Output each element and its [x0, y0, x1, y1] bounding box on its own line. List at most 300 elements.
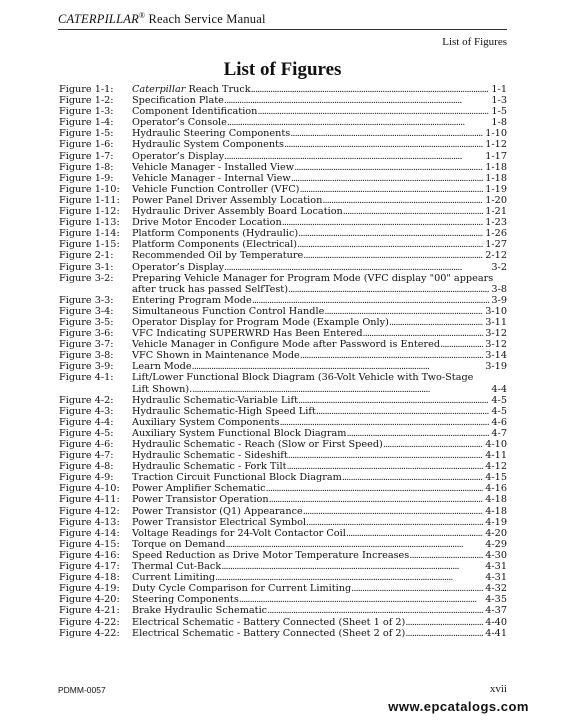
figure-page-number: 4-41	[485, 627, 507, 639]
figure-page-number: 3-2	[491, 261, 507, 273]
figure-title-text: Hydraulic Schematic - Sideshift	[132, 450, 288, 462]
dot-leader	[343, 206, 483, 217]
figure-entry[interactable]	[59, 239, 507, 250]
figure-title	[132, 151, 224, 162]
figure-title-text: Thermal Cut-Back	[132, 561, 222, 573]
figure-entry-body	[132, 217, 507, 228]
figure-title-text: Lift/Lower Functional Block Diagram (36-Volt Vehicle with Two-Stage	[132, 372, 474, 384]
figure-entry[interactable]	[59, 262, 507, 273]
figure-title-text: Specification Plate	[132, 95, 224, 107]
figure-entry-body	[132, 117, 507, 128]
figure-title-text: Auxiliary System Components	[132, 416, 280, 428]
document-code: PDMM-0057	[58, 685, 106, 695]
figure-number: Figure 4-5:	[59, 427, 114, 439]
figure-title	[132, 517, 306, 528]
figure-number: Figure 3-7:	[59, 339, 114, 351]
figure-page-number: 1-27	[485, 239, 507, 251]
figure-entry-body	[132, 583, 507, 594]
figure-entry-body	[132, 472, 507, 483]
figure-entry[interactable]	[59, 250, 507, 261]
figure-number: Figure 3-2:	[59, 272, 114, 284]
figure-number: Figure 4-1:	[59, 372, 114, 384]
figure-entry[interactable]	[59, 350, 507, 361]
figure-page-number: 1-26	[485, 228, 507, 240]
figure-title-continued: after truck has passed SelfTest)	[132, 283, 288, 295]
dot-leader	[409, 550, 483, 561]
dot-leader	[288, 450, 483, 461]
figure-title	[132, 528, 346, 539]
figure-title	[132, 95, 224, 106]
figure-number: Figure 1-7:	[59, 150, 114, 162]
dot-leader	[324, 306, 483, 317]
dot-leader	[322, 195, 483, 206]
figure-entry[interactable]	[59, 295, 507, 306]
figure-entry[interactable]	[59, 628, 507, 639]
figure-title	[132, 106, 257, 117]
figure-title	[132, 406, 316, 417]
figure-entry[interactable]	[59, 317, 507, 328]
figure-entry[interactable]	[59, 206, 507, 217]
figure-entry-body	[132, 517, 507, 528]
figure-entry[interactable]	[59, 461, 507, 472]
figure-entry[interactable]	[59, 128, 507, 139]
figure-entry-body	[132, 361, 507, 372]
figure-entry[interactable]	[59, 395, 507, 406]
dot-leader	[224, 151, 483, 162]
figure-number: Figure 1-9:	[59, 172, 114, 184]
dot-leader	[284, 139, 483, 150]
figure-entry[interactable]	[59, 162, 507, 173]
figure-entry-body	[132, 628, 507, 639]
figure-page-number: 4-40	[485, 616, 507, 628]
figure-title	[132, 162, 294, 173]
figure-entry[interactable]	[59, 472, 507, 483]
figure-title	[132, 117, 227, 128]
figure-title	[132, 361, 192, 372]
figure-entry[interactable]	[59, 306, 507, 317]
figure-title-continued-line	[132, 284, 507, 295]
figure-page-number: 3-11	[485, 316, 507, 328]
dot-leader	[269, 494, 484, 505]
dot-leader	[267, 605, 483, 616]
figure-title	[132, 439, 383, 450]
figure-title-text: Current Limiting	[132, 572, 216, 584]
figure-title	[132, 583, 351, 594]
dot-leader	[251, 84, 490, 95]
figure-number: Figure 4-19:	[59, 583, 120, 595]
watermark-url: www.epcatalogs.com	[388, 699, 529, 714]
figure-number: Figure 4-15:	[59, 538, 120, 550]
figure-title-text: Learn Mode	[132, 361, 192, 373]
figure-entry-body	[132, 151, 507, 162]
dot-leader	[279, 417, 489, 428]
figure-entry[interactable]	[59, 139, 507, 150]
figure-page-number: 3-10	[485, 305, 507, 317]
figure-page-number: 4-32	[485, 583, 507, 595]
figure-title	[132, 372, 507, 383]
figure-number: Figure 4-11:	[59, 494, 120, 506]
figure-title-text: Power Transistor Electrical Symbol	[132, 516, 307, 528]
figure-title-text: Component Identification	[132, 106, 258, 118]
figure-title-text: Vehicle Manager - Internal View	[132, 172, 291, 184]
figure-title-text: Hydraulic Schematic - Reach (Slow or First Speed)	[132, 439, 383, 450]
figure-entry-body	[132, 605, 507, 616]
figure-page-number: 1-3	[491, 95, 507, 107]
dot-leader	[266, 483, 484, 494]
figure-number: Figure 4-4:	[59, 416, 114, 428]
figure-list	[59, 84, 507, 639]
figure-title	[132, 483, 266, 494]
dot-leader	[303, 250, 483, 261]
figure-entry-body	[132, 250, 507, 261]
figure-number: Figure 1-12:	[59, 206, 120, 218]
figure-entry[interactable]	[59, 506, 507, 517]
dot-leader	[342, 472, 483, 483]
dot-leader	[300, 350, 483, 361]
figure-title	[132, 550, 409, 561]
figure-entry[interactable]	[59, 151, 507, 162]
figure-title	[132, 450, 288, 461]
figure-page-number: 4-31	[485, 572, 507, 584]
figure-page-number: 3-19	[485, 361, 507, 373]
figure-title-text: Operator Display for Program Mode (Example Only)	[132, 316, 389, 328]
figure-page-number: 4-37	[485, 605, 507, 617]
figure-number: Figure 1-15:	[59, 239, 120, 251]
figure-title	[132, 628, 405, 639]
figure-page-number: 4-18	[485, 505, 507, 517]
dot-leader	[192, 361, 484, 372]
dot-leader	[286, 461, 483, 472]
figure-entry[interactable]	[59, 106, 507, 117]
dot-leader	[252, 295, 490, 306]
figure-page-number: 1-18	[485, 161, 507, 173]
figure-title-text: Platform Components (Electrical)	[132, 239, 298, 251]
figure-number: Figure 1-8:	[59, 161, 114, 173]
figure-entry-body	[132, 206, 507, 217]
figure-entry[interactable]	[59, 617, 507, 628]
dot-leader	[346, 528, 483, 539]
figure-entry[interactable]	[59, 428, 507, 439]
figure-page-number: 4-16	[485, 483, 507, 495]
figure-title	[132, 139, 284, 150]
figure-entry[interactable]	[59, 517, 507, 528]
figure-entry[interactable]	[59, 95, 507, 106]
figure-title-text: Power Panel Driver Assembly Location	[132, 194, 323, 206]
dot-leader	[405, 628, 483, 639]
figure-number: Figure 3-8:	[59, 350, 114, 362]
figure-number: Figure 3-3:	[59, 294, 114, 306]
figure-entry[interactable]	[59, 361, 507, 372]
figure-number: Figure 4-12:	[59, 505, 120, 517]
dot-leader	[224, 262, 489, 273]
figure-entry-body	[132, 328, 507, 339]
figure-title	[132, 428, 346, 439]
figure-title	[132, 506, 303, 517]
figure-entry-body	[132, 395, 507, 406]
figure-page-number: 1-23	[485, 217, 507, 229]
figure-title-text: Power Transistor (Q1) Appearance	[132, 505, 303, 517]
figure-title	[132, 605, 267, 616]
figure-number: Figure 1-13:	[59, 217, 120, 229]
figure-number: Figure 4-2:	[59, 394, 114, 406]
figure-title	[132, 339, 440, 350]
figure-entry[interactable]	[59, 494, 507, 505]
figure-title	[132, 250, 303, 261]
figure-title	[132, 184, 299, 195]
figure-entry[interactable]	[59, 228, 507, 239]
figure-title-continued: Lift Shown).	[132, 383, 193, 395]
figure-page-number: 4-29	[485, 538, 507, 550]
figure-entry[interactable]	[59, 583, 507, 594]
figure-entry[interactable]	[59, 195, 507, 206]
dot-leader	[405, 617, 483, 628]
figure-page-number: 1-5	[491, 106, 507, 118]
figure-entry-body	[132, 106, 507, 117]
figure-title	[132, 206, 343, 217]
page-number: xvii	[489, 683, 507, 695]
figure-title-text: Hydraulic System Components	[132, 139, 284, 151]
figure-entry[interactable]	[59, 184, 507, 195]
figure-title-text: Drive Motor Encoder Location	[132, 217, 282, 229]
figure-title	[132, 494, 269, 505]
figure-page-number: 4-5	[491, 394, 507, 406]
figure-title-text: VFC Indicating SUPERWRD Has Been Entered	[132, 328, 363, 340]
dot-leader	[389, 317, 483, 328]
dot-leader	[215, 572, 483, 583]
figure-title-text: Recommended Oil by Temperature	[132, 250, 304, 262]
figure-entry-body	[132, 84, 507, 95]
figure-title-text: Traction Circuit Functional Block Diagram	[132, 472, 342, 484]
dot-leader	[290, 128, 483, 139]
dot-leader	[192, 384, 489, 395]
figure-entry-body	[132, 428, 507, 439]
dot-leader	[239, 594, 483, 605]
figure-page-number: 4-4	[491, 383, 507, 395]
figure-page-number: 3-9	[491, 294, 507, 306]
figure-page-number: 4-10	[485, 439, 507, 450]
figure-page-number: 4-15	[485, 472, 507, 484]
figure-title-text: Preparing Vehicle Manager for Program Mode (VFC display "00" appears	[132, 272, 494, 284]
figure-number: Figure 1-6:	[59, 139, 114, 151]
dot-leader	[291, 173, 484, 184]
figure-title-continued-line	[132, 384, 507, 395]
figure-page-number: 4-7	[491, 427, 507, 439]
dot-leader	[299, 184, 483, 195]
figure-number: Figure 4-10:	[59, 483, 120, 495]
figure-title	[132, 417, 279, 428]
figure-title-text: Power Transistor Operation	[132, 494, 269, 506]
manual-title: Reach Service Manual	[145, 12, 266, 27]
manual-header	[58, 11, 266, 27]
dot-leader	[383, 439, 483, 450]
figure-entry[interactable]	[59, 372, 507, 394]
figure-number: Figure 4-20:	[59, 594, 120, 606]
figure-title	[132, 572, 215, 583]
figure-number: Figure 4-22:	[59, 627, 120, 639]
dot-leader	[227, 117, 490, 128]
figure-title	[132, 561, 221, 572]
figure-page-number: 4-18	[485, 494, 507, 506]
figure-entry[interactable]	[59, 339, 507, 350]
figure-entry-body	[132, 439, 507, 450]
figure-number: Figure 4-3:	[59, 405, 114, 417]
figure-number: Figure 3-6:	[59, 328, 114, 340]
figure-entry[interactable]	[59, 117, 507, 128]
figure-entry-body	[132, 594, 507, 605]
figure-entry[interactable]	[59, 84, 507, 95]
figure-page-number: 4-11	[485, 450, 507, 462]
figure-title-text: Speed Reduction as Drive Motor Temperature Increases	[132, 549, 410, 561]
figure-page-number: 1-21	[485, 206, 507, 218]
figure-title	[132, 228, 298, 239]
figure-entry[interactable]	[59, 561, 507, 572]
figure-title	[132, 617, 405, 628]
figure-page-number: 1-19	[485, 183, 507, 195]
figure-entry[interactable]	[59, 605, 507, 616]
figure-number: Figure 4-14:	[59, 527, 120, 539]
figure-page-number: 3-12	[485, 328, 507, 340]
figure-title	[132, 295, 252, 306]
figure-page-number: 3-8	[491, 283, 507, 295]
figure-entry-body	[132, 406, 507, 417]
figure-title-text: Vehicle Manager in Configure Mode after Password is Entered	[132, 339, 441, 351]
figure-page-number: 1-17	[485, 150, 507, 162]
figure-title-text: VFC Shown in Maintenance Mode	[132, 350, 300, 362]
figure-entry[interactable]	[59, 417, 507, 428]
figure-entry[interactable]	[59, 483, 507, 494]
figure-title	[132, 239, 297, 250]
figure-number: Figure 3-4:	[59, 305, 114, 317]
figure-title	[132, 317, 389, 328]
page-title: List of Figures	[223, 59, 342, 80]
figure-entry[interactable]	[59, 273, 507, 295]
dot-leader	[221, 561, 483, 572]
figure-title-text: Power Amplifier Schematic	[132, 483, 266, 495]
figure-entry[interactable]	[59, 550, 507, 561]
figure-entry-body	[132, 173, 507, 184]
dot-leader	[316, 406, 490, 417]
figure-number: Figure 4-21:	[59, 605, 120, 617]
figure-entry-body	[132, 372, 507, 394]
figure-entry-body	[132, 239, 507, 250]
figure-page-number: 1-20	[485, 194, 507, 206]
figure-entry[interactable]	[59, 594, 507, 605]
figure-entry-body	[132, 350, 507, 361]
figure-number: Figure 1-3:	[59, 106, 114, 118]
figure-title-text: Brake Hydraulic Schematic	[132, 605, 268, 617]
figure-entry-body	[132, 195, 507, 206]
figure-title-text: Auxiliary System Functional Block Diagram	[132, 427, 347, 439]
figure-number: Figure 1-5:	[59, 128, 114, 140]
figure-title-text: Torque on Demand	[132, 538, 226, 550]
figure-title-text: Electrical Schematic - Battery Connected (Sheet 1 of 2)	[132, 616, 406, 628]
dot-leader	[298, 228, 483, 239]
figure-title	[132, 173, 291, 184]
figure-title-text: Vehicle Function Controller (VFC)	[132, 183, 300, 195]
figure-entry[interactable]	[59, 539, 507, 550]
header-divider	[58, 29, 507, 30]
dot-leader	[303, 506, 484, 517]
figure-number: Figure 3-1:	[59, 261, 114, 273]
figure-page-number: 1-8	[491, 117, 507, 129]
figure-entry-body	[132, 128, 507, 139]
figure-page-number: 4-5	[491, 405, 507, 417]
figure-entry-body	[132, 550, 507, 561]
figure-number: Figure 4-18:	[59, 572, 120, 584]
figure-title-italic: Caterpillar	[132, 84, 186, 95]
dot-leader	[288, 284, 489, 295]
figure-entry[interactable]	[59, 217, 507, 228]
brand-name: CATERPILLAR	[58, 12, 139, 27]
figure-entry-body	[132, 273, 507, 295]
figure-entry-body	[132, 139, 507, 150]
figure-title-text: Operator’s Console	[132, 117, 227, 129]
figure-page-number: 3-14	[485, 350, 507, 362]
figure-title-text: Platform Components (Hydraulic)	[132, 228, 299, 240]
figure-entry-body	[132, 339, 507, 350]
figure-entry-body	[132, 95, 507, 106]
figure-number: Figure 4-6:	[59, 439, 114, 450]
figure-page-number: 4-31	[485, 561, 507, 573]
figure-entry-body	[132, 572, 507, 583]
figure-title-text: Entering Program Mode	[132, 294, 252, 306]
figure-title	[132, 539, 225, 550]
dot-leader	[224, 95, 489, 106]
figure-entry-body	[132, 184, 507, 195]
figure-entry[interactable]	[59, 406, 507, 417]
figure-title-text: Hydraulic Schematic - Fork Tilt	[132, 461, 287, 473]
figure-entry[interactable]	[59, 328, 507, 339]
figure-entry[interactable]	[59, 439, 507, 450]
figure-entry[interactable]	[59, 528, 507, 539]
dot-leader	[257, 106, 489, 117]
dot-leader	[225, 539, 483, 550]
figure-number: Figure 4-16:	[59, 549, 120, 561]
figure-number: Figure 4-13:	[59, 516, 120, 528]
figure-entry[interactable]	[59, 572, 507, 583]
figure-title	[132, 594, 239, 605]
figure-entry-body	[132, 317, 507, 328]
figure-entry-body	[132, 262, 507, 273]
registered-mark: ®	[138, 11, 146, 20]
figure-number: Figure 1-1:	[59, 84, 114, 95]
figure-title	[132, 273, 507, 284]
figure-title	[132, 262, 224, 273]
figure-title-text: Hydraulic Steering Components	[132, 128, 291, 140]
figure-title	[132, 395, 298, 406]
figure-title-text: Operator’s Display	[132, 150, 225, 162]
figure-entry-body	[132, 306, 507, 317]
figure-entry[interactable]	[59, 173, 507, 184]
figure-number: Figure 2-1:	[59, 250, 114, 262]
figure-title	[132, 472, 342, 483]
figure-entry[interactable]	[59, 450, 507, 461]
figure-number: Figure 3-9:	[59, 361, 114, 373]
figure-number: Figure 4-22:	[59, 616, 120, 628]
figure-number: Figure 4-7:	[59, 450, 114, 462]
figure-title	[132, 195, 322, 206]
figure-entry-body	[132, 162, 507, 173]
figure-title	[132, 84, 251, 95]
figure-title-text: Duty Cycle Comparison for Current Limiting	[132, 583, 352, 595]
figure-title	[132, 306, 324, 317]
figure-title-text: Reach Truck	[185, 84, 251, 95]
figure-title-text: Voltage Readings for 24-Volt Contactor Coil	[132, 527, 346, 539]
dot-leader	[346, 428, 489, 439]
section-name: List of Figures	[442, 36, 507, 48]
figure-entry-body	[132, 528, 507, 539]
figure-entry-body	[132, 561, 507, 572]
